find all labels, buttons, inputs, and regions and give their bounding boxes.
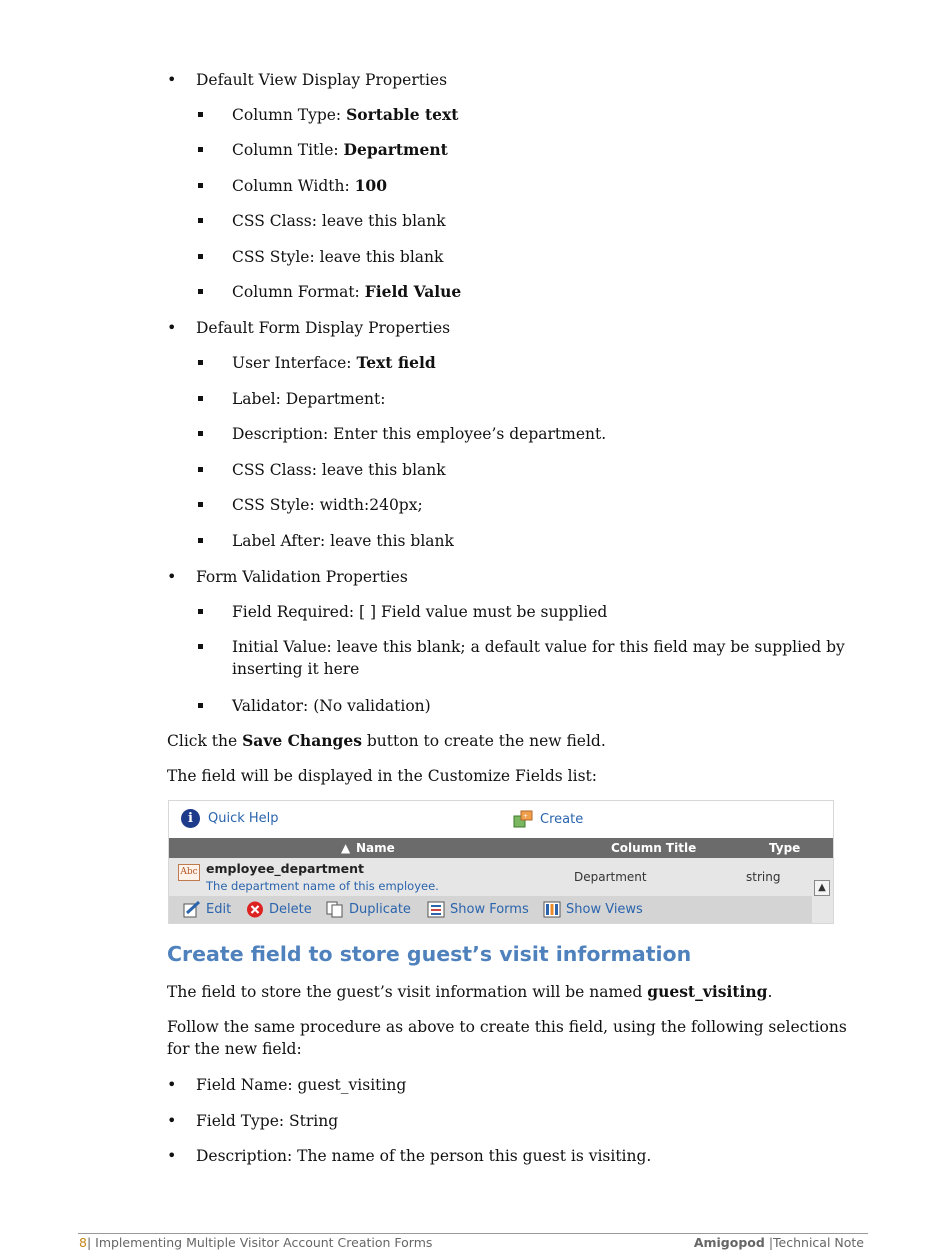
field-description: The department name of this employee. bbox=[206, 879, 439, 893]
brand-name: Amigopod bbox=[693, 1235, 765, 1250]
list-item: Validator: (No validation) bbox=[232, 697, 431, 715]
column-header-title[interactable]: Column Title bbox=[611, 841, 697, 855]
footer-left: 8| Implementing Multiple Visitor Account Creation Forms bbox=[79, 1235, 433, 1250]
bullet: • bbox=[167, 1146, 177, 1165]
scroll-up-icon[interactable]: ▲ bbox=[814, 880, 830, 896]
list-item: Field Name: guest_visiting bbox=[196, 1076, 407, 1094]
table-row[interactable] bbox=[169, 858, 812, 896]
square-bullet bbox=[198, 289, 203, 294]
edit-action[interactable]: Edit bbox=[183, 901, 231, 918]
row-actions bbox=[169, 896, 812, 923]
show-forms-action[interactable]: Show Forms bbox=[427, 901, 529, 918]
list-item: Column Width: 100 bbox=[232, 176, 387, 195]
info-icon: i bbox=[181, 809, 200, 828]
list-item: CSS Style: leave this blank bbox=[232, 248, 444, 266]
square-bullet bbox=[198, 467, 203, 472]
square-bullet bbox=[198, 183, 203, 188]
section-heading: Create field to store guest’s visit information bbox=[167, 942, 692, 966]
field-name: employee_department bbox=[206, 861, 365, 876]
list-item: Column Type: Sortable text bbox=[232, 105, 459, 124]
list-item: Description: Enter this employee’s department. bbox=[232, 425, 607, 443]
field-type: string bbox=[746, 870, 781, 884]
list-item: Label After: leave this blank bbox=[232, 532, 454, 550]
sort-asc-icon: ▲ bbox=[341, 841, 351, 855]
list-heading-validation: Form Validation Properties bbox=[196, 568, 408, 586]
form-icon bbox=[427, 901, 445, 918]
svg-text:+: + bbox=[523, 813, 529, 820]
square-bullet bbox=[198, 609, 203, 614]
list-item: CSS Class: leave this blank bbox=[232, 212, 446, 230]
footer-rule bbox=[78, 1233, 868, 1234]
square-bullet bbox=[198, 431, 203, 436]
list-item: Field Type: String bbox=[196, 1112, 339, 1130]
list-item: CSS Style: width:240px; bbox=[232, 496, 423, 514]
duplicate-action[interactable]: Duplicate bbox=[326, 901, 411, 918]
list-item: Column Title: Department bbox=[232, 140, 448, 159]
square-bullet bbox=[198, 254, 203, 259]
list-heading-form: Default Form Display Properties bbox=[196, 319, 451, 337]
column-header-type[interactable]: Type bbox=[769, 841, 801, 855]
list-item: Initial Value: leave this blank; a default value for this field may be supplied by inserting it here bbox=[232, 638, 845, 678]
list-item: Field Required: [ ] Field value must be supplied bbox=[232, 603, 608, 621]
square-bullet bbox=[198, 396, 203, 401]
delete-action[interactable]: Delete bbox=[246, 901, 312, 918]
table-header bbox=[169, 838, 833, 858]
list-item: Column Format: Field Value bbox=[232, 282, 462, 301]
paragraph: The field will be displayed in the Customize Fields list: bbox=[167, 767, 597, 785]
square-bullet bbox=[198, 538, 203, 543]
column-header-name[interactable]: Name bbox=[356, 841, 395, 855]
customize-fields-screenshot bbox=[168, 800, 834, 924]
screenshot-toolbar bbox=[169, 801, 833, 837]
edit-icon bbox=[183, 901, 201, 918]
paragraph: Follow the same procedure as above to create this field, using the following selections for the new field: bbox=[167, 1018, 847, 1058]
create-link[interactable]: + Create bbox=[512, 809, 583, 829]
delete-icon bbox=[246, 901, 264, 918]
bullet: • bbox=[167, 318, 177, 337]
square-bullet bbox=[198, 703, 203, 708]
bullet: • bbox=[167, 1111, 177, 1130]
footer-right: Amigopod |Technical Note bbox=[693, 1235, 864, 1250]
square-bullet bbox=[198, 644, 203, 649]
square-bullet bbox=[198, 502, 203, 507]
page-number: 8 bbox=[79, 1235, 87, 1250]
list-item: Label: Department: bbox=[232, 390, 386, 408]
bullet: • bbox=[167, 567, 177, 586]
list-item: CSS Class: leave this blank bbox=[232, 461, 446, 479]
list-item: Description: The name of the person this guest is visiting. bbox=[196, 1147, 652, 1165]
bullet: • bbox=[167, 70, 177, 89]
list-heading-view: Default View Display Properties bbox=[196, 71, 448, 89]
show-views-action[interactable]: Show Views bbox=[543, 901, 643, 918]
list-item: User Interface: Text field bbox=[232, 353, 436, 372]
scrollbar[interactable] bbox=[812, 858, 833, 923]
quick-help-link[interactable]: i Quick Help bbox=[181, 809, 279, 828]
views-icon bbox=[543, 901, 561, 918]
field-column-title: Department bbox=[574, 870, 647, 884]
create-icon bbox=[512, 809, 534, 829]
paragraph: Click the Save Changes button to create the new field. bbox=[167, 731, 606, 750]
duplicate-icon bbox=[326, 901, 344, 918]
paragraph: The field to store the guest’s visit information will be named guest_visiting. bbox=[167, 982, 773, 1001]
bullet: • bbox=[167, 1075, 177, 1094]
square-bullet bbox=[198, 147, 203, 152]
square-bullet bbox=[198, 360, 203, 365]
square-bullet bbox=[198, 218, 203, 223]
text-field-icon: Abc bbox=[178, 864, 200, 881]
square-bullet bbox=[198, 112, 203, 117]
